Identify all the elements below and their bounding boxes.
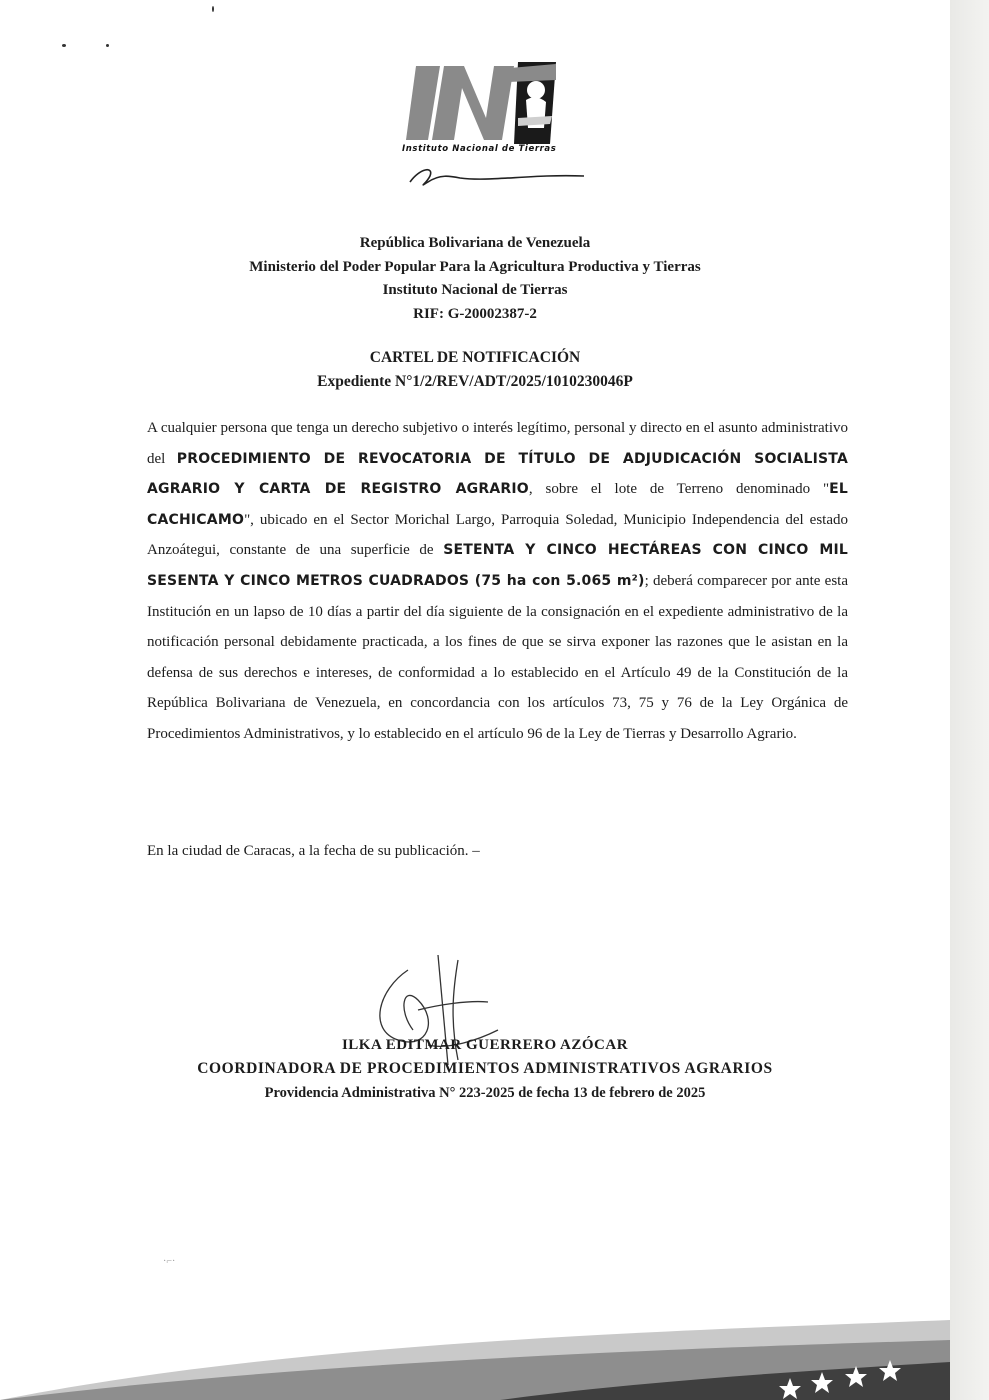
providencia-reference: Providencia Administrativa N° 223-2025 de fecha 13 de febrero de 2025 — [264, 1085, 706, 1101]
scan-speck — [212, 6, 214, 12]
header-line-republic: República Bolivariana de Venezuela — [359, 235, 591, 251]
title-block — [0, 346, 950, 394]
institution-logo — [398, 52, 598, 192]
scan-speck — [106, 44, 109, 47]
logo-caption: Instituto Nacional de Tierras — [402, 144, 557, 154]
header-line-rif: RIF: G-20002387-2 — [413, 305, 537, 322]
signature-block — [0, 1033, 970, 1105]
signatory-role: COORDINADORA DE PROCEDIMIENTOS ADMINISTRATIVOS AGRARIOS — [197, 1060, 773, 1077]
scan-edge — [950, 0, 989, 1400]
int-logo-icon — [406, 58, 556, 144]
body-text-4: ; deberá comparecer por ante esta Institución en un lapso de 10 días a partir del día siguiente de la consignación en el expediente administrativo de la notificación personal debidamente practicada, a los fines de que se sirva exponer las razones que le asistan en la defensa de sus derechos e intereses, de conformidad a lo establecido en el Artículo 49 de la Constitución de la República Bolivariana de Venezuela, en concordancia con los artículos 73, 75 y 76 de la Ley Orgánica de Procedimientos Administrativos, y lo establecido en el artículo 96 de la Ley de Tierras y Desarrollo Agrario. — [147, 572, 848, 742]
footer-band — [0, 1300, 950, 1400]
header-line-institute: Instituto Nacional de Tierras — [382, 282, 568, 298]
notification-body — [147, 413, 848, 750]
body-text-3: ", ubicado en el Sector Morichal Largo, Parroquia Soledad, Municipio Independencia del estado Anzoátegui, constante de una superficie de — [147, 511, 848, 559]
body-text-1: A cualquier persona que tenga un derecho subjetivo o interés legítimo, personal y directo en el asunto administrativo del — [147, 420, 848, 467]
scan-mark: ·⌐· — [163, 1256, 176, 1267]
procedure-name: PROCEDIMIENTO DE REVOCATORIA DE TÍTULO DE ADJUDICACIÓN SOCIALISTA AGRARIO Y CARTA DE REGISTRO AGRARIO — [147, 450, 848, 498]
property-name: EL CACHICAMO — [147, 481, 848, 528]
closing-line: En la ciudad de Caracas, a la fecha de su publicación. – — [147, 843, 480, 859]
signatory-name: ILKA EDITMAR GUERRERO AZÓCAR — [341, 1037, 629, 1053]
logo-signature-icon — [400, 160, 590, 190]
expediente-number: Expediente N°1/2/REV/ADT/2025/1010230046P — [317, 373, 633, 390]
document-title: CARTEL DE NOTIFICACIÓN — [369, 349, 581, 366]
body-text-2: , sobre el lote de Terreno denominado " — [528, 481, 830, 498]
document-header — [0, 232, 950, 326]
scan-speck — [62, 44, 66, 47]
header-line-ministry: Ministerio del Poder Popular Para la Agricultura Productiva y Tierras — [249, 258, 701, 275]
property-area: SETENTA Y CINCO HECTÁREAS CON CINCO MIL SESENTA Y CINCO METROS CUADRADOS (75 ha con 5.065 m²) — [147, 542, 848, 589]
